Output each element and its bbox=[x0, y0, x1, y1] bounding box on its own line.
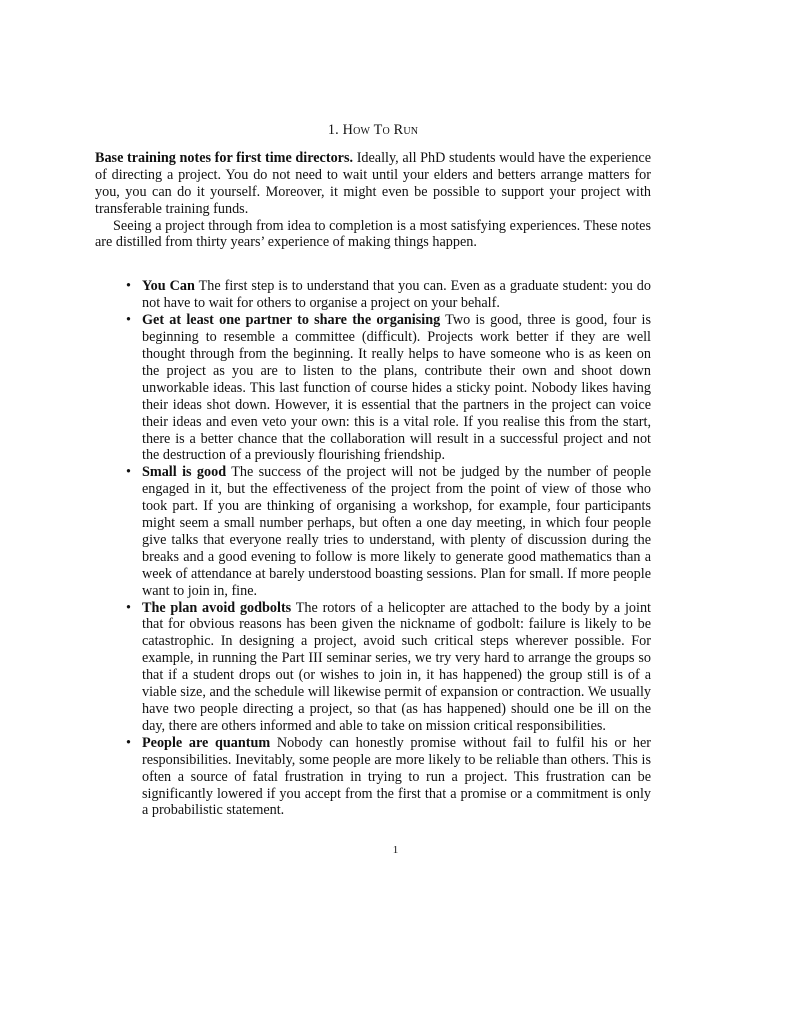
page-number: 1 bbox=[392, 844, 399, 856]
section-number: 1. bbox=[327, 122, 339, 138]
intro-lead: Base training notes for first time directors. bbox=[95, 149, 354, 166]
document-page bbox=[95, 122, 651, 819]
item-label: Get at least one partner to share the organising bbox=[142, 312, 441, 329]
item-text: The first step is to understand that you can. Even as a graduate student: you do not have to wait for others to organise a project on your behalf. bbox=[142, 278, 651, 312]
item-label: The plan avoid godbolts bbox=[142, 599, 292, 616]
bullet-marker: • bbox=[126, 464, 131, 481]
list-item bbox=[95, 464, 651, 599]
bullet-marker: • bbox=[126, 278, 131, 295]
item-label: Small is good bbox=[142, 464, 227, 481]
intro-text: Ideally, all PhD students would have the experience of directing a project. You do not need to wait until your elders and betters arrange matters for you, you can do it yourself. Moreover, it might even be possible to support your project with transferable training funds. bbox=[95, 149, 652, 217]
item-text: Nobody can honestly promise without fail to fulfil his or her responsibilities. Inevitably, some people are more likely to be reliable than others. This is often a source of fatal frustration in trying to run a project. This frustration can be significantly lowered if you accept from the first that a promise or a commitment is only a probabilistic statement. bbox=[142, 734, 652, 819]
list-item bbox=[95, 278, 651, 312]
list-item bbox=[95, 600, 651, 735]
section-heading bbox=[95, 122, 651, 139]
list-item bbox=[95, 312, 651, 464]
item-label: You Can bbox=[142, 278, 195, 295]
bullet-marker: • bbox=[126, 734, 131, 751]
second-paragraph: Seeing a project through from idea to completion is a most satisfying experiences. These notes are distilled from thirty years’ experience of making things happen. bbox=[95, 217, 651, 251]
item-text: Two is good, three is good, four is beginning to resemble a committee (difficult). Projects work better if they are well thought through from the beginning. It really helps to have someone who is as keen on the project as you are to listen to the plans, contribute their own and shoot down unworkable ideas. This last function of course hides a sticky point. Nobody likes having their ideas shot down. However, it is essential that the partners in the project can voice their ideas and even veto your own: this is a vital role. If you realise this from the start, there is a better chance that the collaboration will result in a successful project and not the destruction of a previously flourishing friendship. bbox=[142, 312, 651, 464]
bullet-marker: • bbox=[126, 599, 131, 616]
section-title: How To Run bbox=[342, 122, 419, 138]
intro-paragraph bbox=[95, 150, 651, 218]
list-item bbox=[95, 735, 651, 820]
advice-list bbox=[95, 278, 651, 819]
item-text: The rotors of a helicopter are attached to the body by a joint that for obvious reasons has been given the nickname of godbolt: failure is likely to be catastrophic. In designing a project, avoid such critical steps wherever possible. For example, in running the Part III seminar series, we try very hard to arrange the groups so that if a student drops out (or wishes to join in, it has happened) the group still is of a viable size, and the schedule will likewise permit of expansion or contraction. We usually have two people directing a project, so that (as has happened) should one be ill on the day, there are others informed and able to take on mission critical responsibilities. bbox=[142, 599, 651, 734]
item-text: The success of the project will not be judged by the number of people engaged in it, but the effectiveness of the project from the point of view of those who took part. If you are thinking of organising a workshop, for example, four participants might seem a small number perhaps, but often a one day meeting, in which four people give talks that everyone really tries to understand, with plenty of discussion during the breaks and a good evening to follow is more likely to generate good mathematics than a week of attendance at barely understood boasting sessions. Plan for small. If more people want to join in, fine. bbox=[142, 464, 651, 599]
bullet-marker: • bbox=[126, 312, 131, 329]
item-label: People are quantum bbox=[142, 734, 271, 751]
